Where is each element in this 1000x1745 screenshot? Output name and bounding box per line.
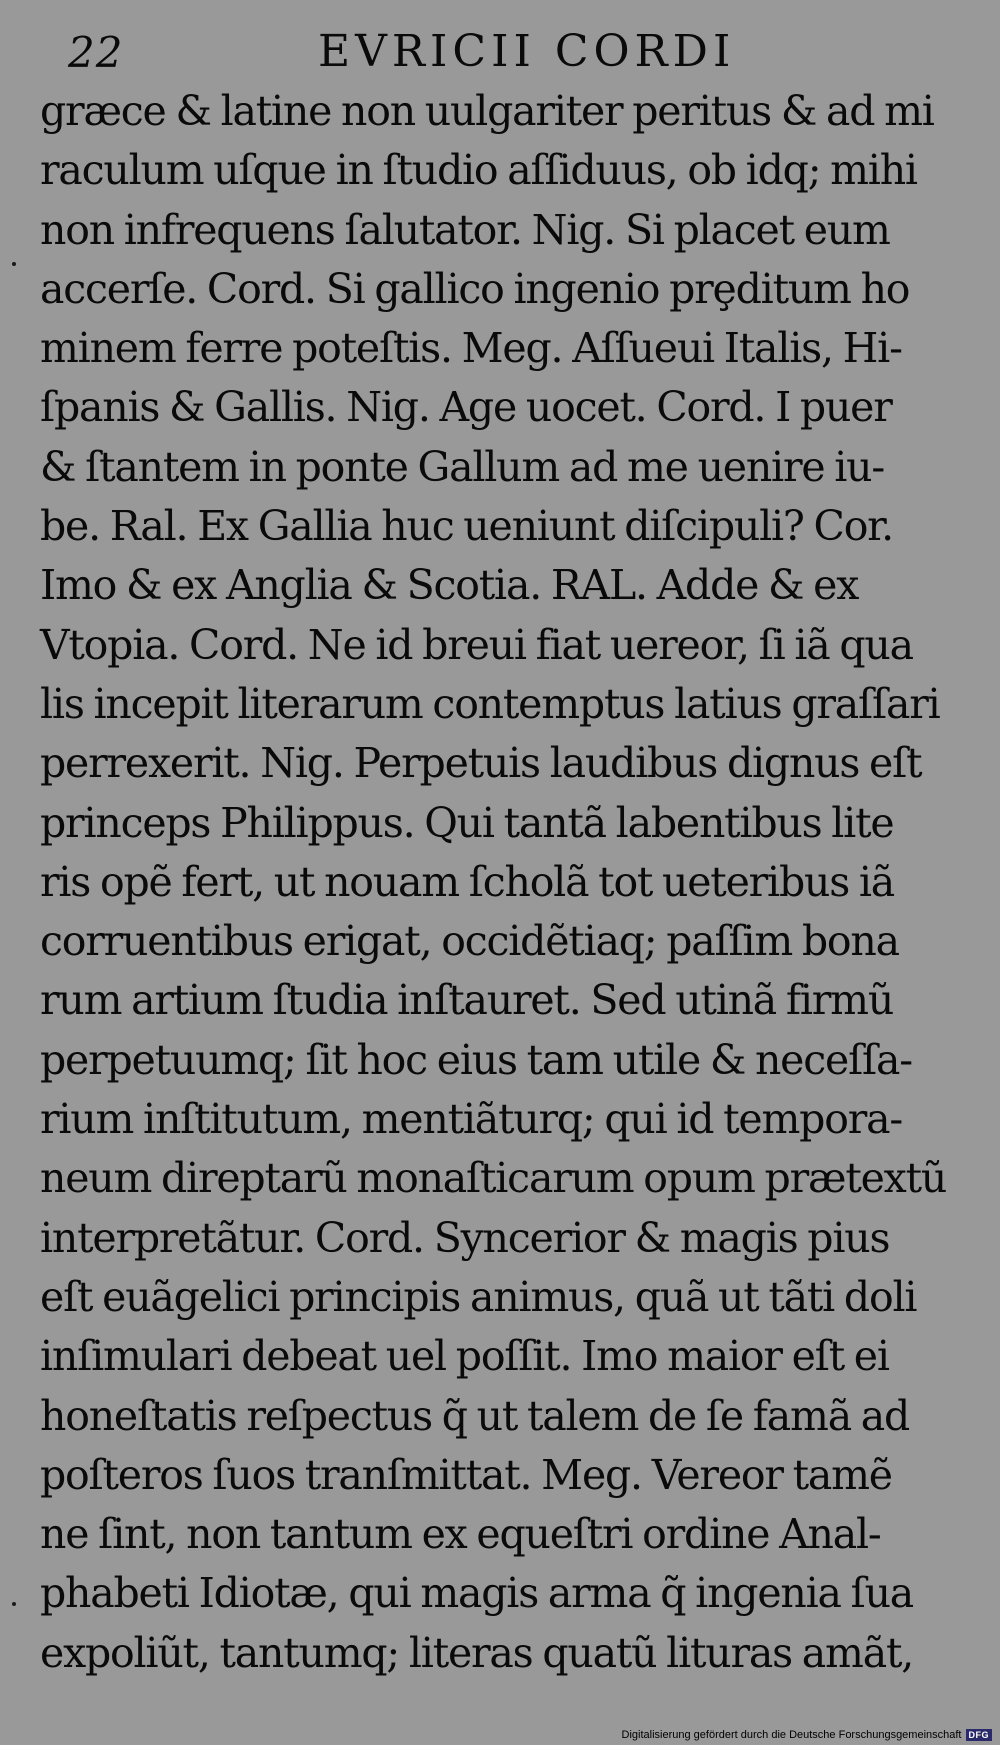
digitization-credit <box>622 1729 992 1741</box>
text-line: minem ferre poteſtis. Meg. Aſſueui Italis, Hi- <box>40 324 902 373</box>
text-line: ne ſint, non tantum ex equeſtri ordine Anal- <box>40 1510 881 1559</box>
text-line: ris opẽ fert, ut nouam ſcholã tot ueteribus iã <box>40 857 895 906</box>
page-header <box>58 22 938 82</box>
margin-mark <box>12 262 16 266</box>
text-line: & ſtantem in ponte Gallum ad me uenire iu- <box>40 442 885 491</box>
text-line: phabeti Idiotæ, qui magis arma q̃ ingenia ſua <box>40 1569 914 1618</box>
text-line: perrexerit. Nig. Perpetuis laudibus dignus eſt <box>40 739 922 788</box>
text-line: lis incepit literarum contemptus latius graſſari <box>40 679 940 728</box>
text-line: princeps Philippus. Qui tantã labentibus lite <box>40 798 894 847</box>
text-line: poſteros ſuos tranſmittat. Meg. Vereor tamẽ <box>40 1450 892 1499</box>
text-line: inſimulari debeat uel poſſit. Imo maior eſt ei <box>40 1332 889 1381</box>
text-line: græce & latine non uulgariter peritus & ad mi <box>40 87 934 135</box>
text-line: eſt euãgelici principis animus, quã ut tãti doli <box>40 1272 917 1321</box>
text-line: Imo & ex Anglia & Scotia. RAL. Adde & ex <box>40 561 859 610</box>
text-line: rium inſtitutum, mentiãturq; qui id tempora- <box>40 1095 903 1144</box>
text-line: raculum uſque in ſtudio aſſiduus, ob idq; mihi <box>40 146 917 195</box>
text-line: interpretãtur. Cord. Syncerior & magis pius <box>40 1213 890 1262</box>
margin-mark <box>12 1602 16 1606</box>
page-number: 22 <box>68 28 124 77</box>
text-line: non infrequens ſalutator. Nig. Si placet eum <box>40 205 890 254</box>
running-head: EVRICII CORDI <box>318 26 736 77</box>
text-line: perpetuumq; ſit hoc eius tam utile & neceſſa- <box>40 1035 912 1084</box>
text-line: honeſtatis reſpectus q̃ ut talem de ſe famã ad <box>40 1391 910 1440</box>
text-line: rum artium ſtudia inſtauret. Sed utinã firmũ <box>40 976 894 1025</box>
text-line: ſpanis & Gallis. Nig. Age uocet. Cord. I puer <box>40 383 892 432</box>
credit-text: Digitalisierung gefördert durch die Deutsche Forschungsgemeinschaft <box>621 1729 962 1741</box>
body-text <box>40 82 960 1683</box>
text-line: Vtopia. Cord. Ne id breui fiat uereor, ſi iã qua <box>40 620 913 669</box>
text-line: neum direptarũ monaſticarum opum prætextũ <box>40 1154 947 1203</box>
text-line: be. Ral. Ex Gallia huc ueniunt diſcipuli? Cor. <box>40 502 893 551</box>
dfg-logo: DFG <box>966 1729 993 1741</box>
text-line: corruentibus erigat, occidẽtiaq; paſſim bona <box>40 917 899 966</box>
text-line: accerſe. Cord. Si gallico ingenio prȩditum ho <box>40 264 910 313</box>
text-line: expoliũt, tantumq; literas quatũ lituras amãt, <box>40 1628 914 1677</box>
